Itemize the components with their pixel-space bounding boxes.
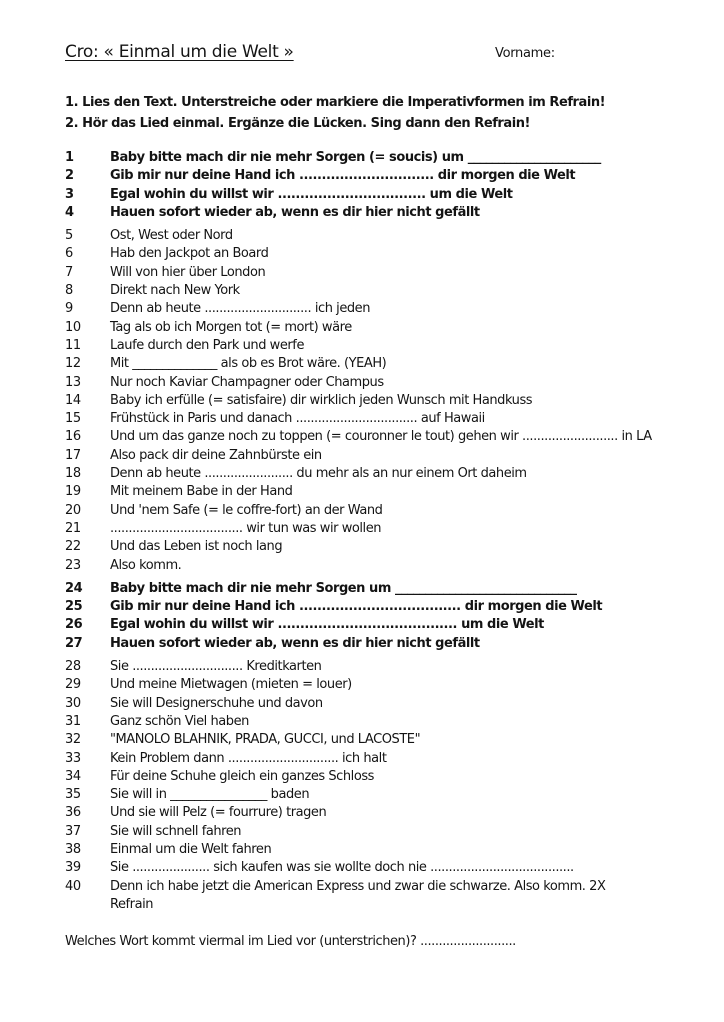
line-text: Und um das ganze noch zu toppen (= couronner le tout) gehen wir .......................... in LA [110, 429, 652, 445]
lyric-line [65, 676, 708, 694]
line-text: Baby ich erfülle (= satisfaire) dir wirklich jeden Wunsch mit Handkuss [110, 392, 533, 408]
lyric-group [65, 580, 708, 653]
line-number: 26 [65, 617, 83, 633]
line-number: 22 [65, 539, 81, 555]
line-number: 37 [65, 823, 81, 839]
line-number: 38 [65, 841, 81, 857]
line-number: 8 [65, 283, 73, 299]
header [65, 42, 708, 68]
line-number [65, 896, 110, 914]
line-number: 23 [65, 557, 81, 573]
lyric-line [65, 557, 708, 575]
lyric-line [65, 245, 708, 263]
lyric-line [65, 635, 708, 653]
lyric-line [65, 264, 708, 282]
line-number: 4 [65, 204, 74, 220]
line-text: Hauen sofort wieder ab, wenn es dir hier nicht gefällt [110, 204, 480, 220]
lyric-line [65, 337, 708, 355]
lyric-line [65, 823, 708, 841]
lyric-line [65, 282, 708, 300]
line-number: 11 [65, 337, 81, 353]
line-number: 36 [65, 805, 81, 821]
lyric-line [65, 204, 708, 222]
line-text: Für deine Schuhe gleich ein ganzes Schloss [110, 768, 374, 784]
instruction-line-1: 1. Lies den Text. Unterstreiche oder markiere die Imperativformen im Refrain! [65, 95, 606, 110]
line-number: 40 [65, 878, 81, 894]
lyric-line [65, 841, 708, 859]
lyric-line [65, 580, 708, 598]
line-number: 17 [65, 447, 81, 463]
line-number: 39 [65, 860, 81, 876]
lyric-line [65, 786, 708, 804]
line-number: 5 [65, 228, 73, 244]
line-number: 12 [65, 356, 81, 372]
line-text: Frühstück in Paris und danach ................................. auf Hawaii [110, 411, 485, 427]
page-title: Cro: « Einmal um die Welt » [65, 42, 294, 62]
line-text: Egal wohin du willst wir ........................................ um die Welt [110, 617, 544, 633]
line-number: 16 [65, 429, 81, 445]
line-number: 32 [65, 732, 81, 748]
line-number: 27 [65, 635, 83, 651]
line-number: 9 [65, 301, 73, 317]
lyric-line [65, 167, 708, 185]
line-text: Mit meinem Babe in der Hand [110, 484, 293, 500]
line-number: 21 [65, 520, 81, 536]
line-number: 13 [65, 374, 81, 390]
lyric-line [65, 713, 708, 731]
line-text: Sie will in ________________ baden [110, 787, 310, 803]
lyric-line [65, 520, 708, 538]
lyric-line [65, 804, 708, 822]
first-name-label: Vorname: [495, 46, 555, 61]
line-number: 2 [65, 168, 74, 184]
lyric-group [65, 149, 708, 222]
lyric-line [65, 374, 708, 392]
lyric-line [65, 227, 708, 245]
line-text: Gib mir nur deine Hand ich .................................... dir morgen die Welt [110, 599, 603, 615]
line-number: 6 [65, 246, 73, 262]
line-number: 31 [65, 713, 81, 729]
lyric-line [65, 750, 708, 768]
line-number: 30 [65, 695, 81, 711]
line-text: Sie will schnell fahren [110, 823, 242, 839]
line-text: Ganz schön Viel haben [110, 713, 249, 729]
line-number: 34 [65, 768, 81, 784]
lyric-line [65, 319, 708, 337]
lyric-line [65, 465, 708, 483]
lyric-line [65, 502, 708, 520]
lyric-line [65, 731, 708, 749]
line-number: 28 [65, 659, 81, 675]
line-text: Sie ..................... sich kaufen was sie wollte doch nie ....................................... [110, 860, 574, 876]
lyric-line [65, 410, 708, 428]
line-text: Ost, West oder Nord [110, 228, 233, 244]
lyric-line [65, 878, 708, 896]
instruction-line-2: 2. Hör das Lied einmal. Ergänze die Lücken. Sing dann den Refrain! [65, 116, 530, 131]
line-number: 33 [65, 750, 81, 766]
lyric-line [65, 300, 708, 318]
line-number: 14 [65, 392, 81, 408]
line-text: Also komm. [110, 557, 182, 573]
lyric-line [65, 538, 708, 556]
line-text: Und das Leben ist noch lang [110, 539, 283, 555]
lyric-line [65, 658, 708, 676]
lyric-line [65, 447, 708, 465]
lyric-line [65, 896, 708, 914]
lyric-line [65, 695, 708, 713]
line-text: Egal wohin du willst wir ................................. um die Welt [110, 186, 513, 202]
line-text: Denn ab heute ........................ du mehr als an nur einem Ort daheim [110, 466, 527, 482]
line-text: Baby bitte mach dir nie mehr Sorgen (= soucis) um ______________________ [110, 150, 601, 165]
lyric-line [65, 186, 708, 204]
line-number: 29 [65, 677, 81, 693]
line-text: Baby bitte mach dir nie mehr Sorgen um ______________________________ [110, 580, 577, 596]
line-number: 1 [65, 150, 74, 165]
lyric-line [65, 768, 708, 786]
line-text: Hab den Jackpot an Board [110, 246, 269, 262]
line-number: 35 [65, 787, 81, 803]
line-number: 24 [65, 580, 83, 596]
line-number: 7 [65, 264, 73, 280]
instructions [65, 92, 708, 134]
line-number: 10 [65, 319, 81, 335]
lyric-line [65, 616, 708, 634]
lyrics [65, 149, 708, 914]
line-number: 3 [65, 186, 74, 202]
line-text: Kein Problem dann .............................. ich halt [110, 750, 387, 766]
lyric-line [65, 355, 708, 373]
line-text: Denn ich habe jetzt die American Express und zwar die schwarze. Also komm. 2X [110, 878, 606, 894]
line-text: Also pack dir deine Zahnbürste ein [110, 447, 322, 463]
line-number: 15 [65, 411, 81, 427]
lyric-group [65, 227, 708, 575]
line-text: Mit ______________ als ob es Brot wäre. (YEAH) [110, 356, 387, 372]
line-text: Und 'nem Safe (= le coffre-fort) an der Wand [110, 502, 383, 518]
line-text: Und meine Mietwagen (mieten = louer) [110, 677, 352, 693]
line-text: Denn ab heute ............................. ich jeden [110, 301, 371, 317]
lyric-line [65, 428, 708, 446]
line-text: Will von hier über London [110, 264, 266, 280]
lyric-group [65, 658, 708, 914]
line-number: 20 [65, 502, 81, 518]
line-text: Hauen sofort wieder ab, wenn es dir hier nicht gefällt [110, 635, 480, 651]
line-text: Gib mir nur deine Hand ich .............................. dir morgen die Welt [110, 168, 576, 184]
line-text: Einmal um die Welt fahren [110, 841, 272, 857]
line-number: 25 [65, 599, 83, 615]
line-text: Refrain [110, 896, 154, 912]
lyric-line [65, 598, 708, 616]
line-number: 19 [65, 484, 81, 500]
line-text: Direkt nach New York [110, 283, 240, 299]
line-text: "MANOLO BLAHNIK, PRADA, GUCCI, und LACOSTE" [110, 732, 421, 748]
line-text: Sie will Designerschuhe und davon [110, 695, 323, 711]
line-text: Tag als ob ich Morgen tot (= mort) wäre [110, 319, 352, 335]
line-text: Sie .............................. Kreditkarten [110, 659, 322, 675]
line-text: .................................... wir tun was wir wollen [110, 520, 382, 536]
lyric-line [65, 149, 708, 167]
lyric-line [65, 859, 708, 877]
line-text: Und sie will Pelz (= fourrure) tragen [110, 805, 327, 821]
lyric-line [65, 483, 708, 501]
line-number: 18 [65, 466, 81, 482]
lyric-line [65, 392, 708, 410]
footer-question: Welches Wort kommt viermal im Lied vor (unterstrichen)? .......................... [65, 934, 516, 950]
line-text: Laufe durch den Park und werfe [110, 337, 304, 353]
line-text: Nur noch Kaviar Champagner oder Champus [110, 374, 384, 390]
